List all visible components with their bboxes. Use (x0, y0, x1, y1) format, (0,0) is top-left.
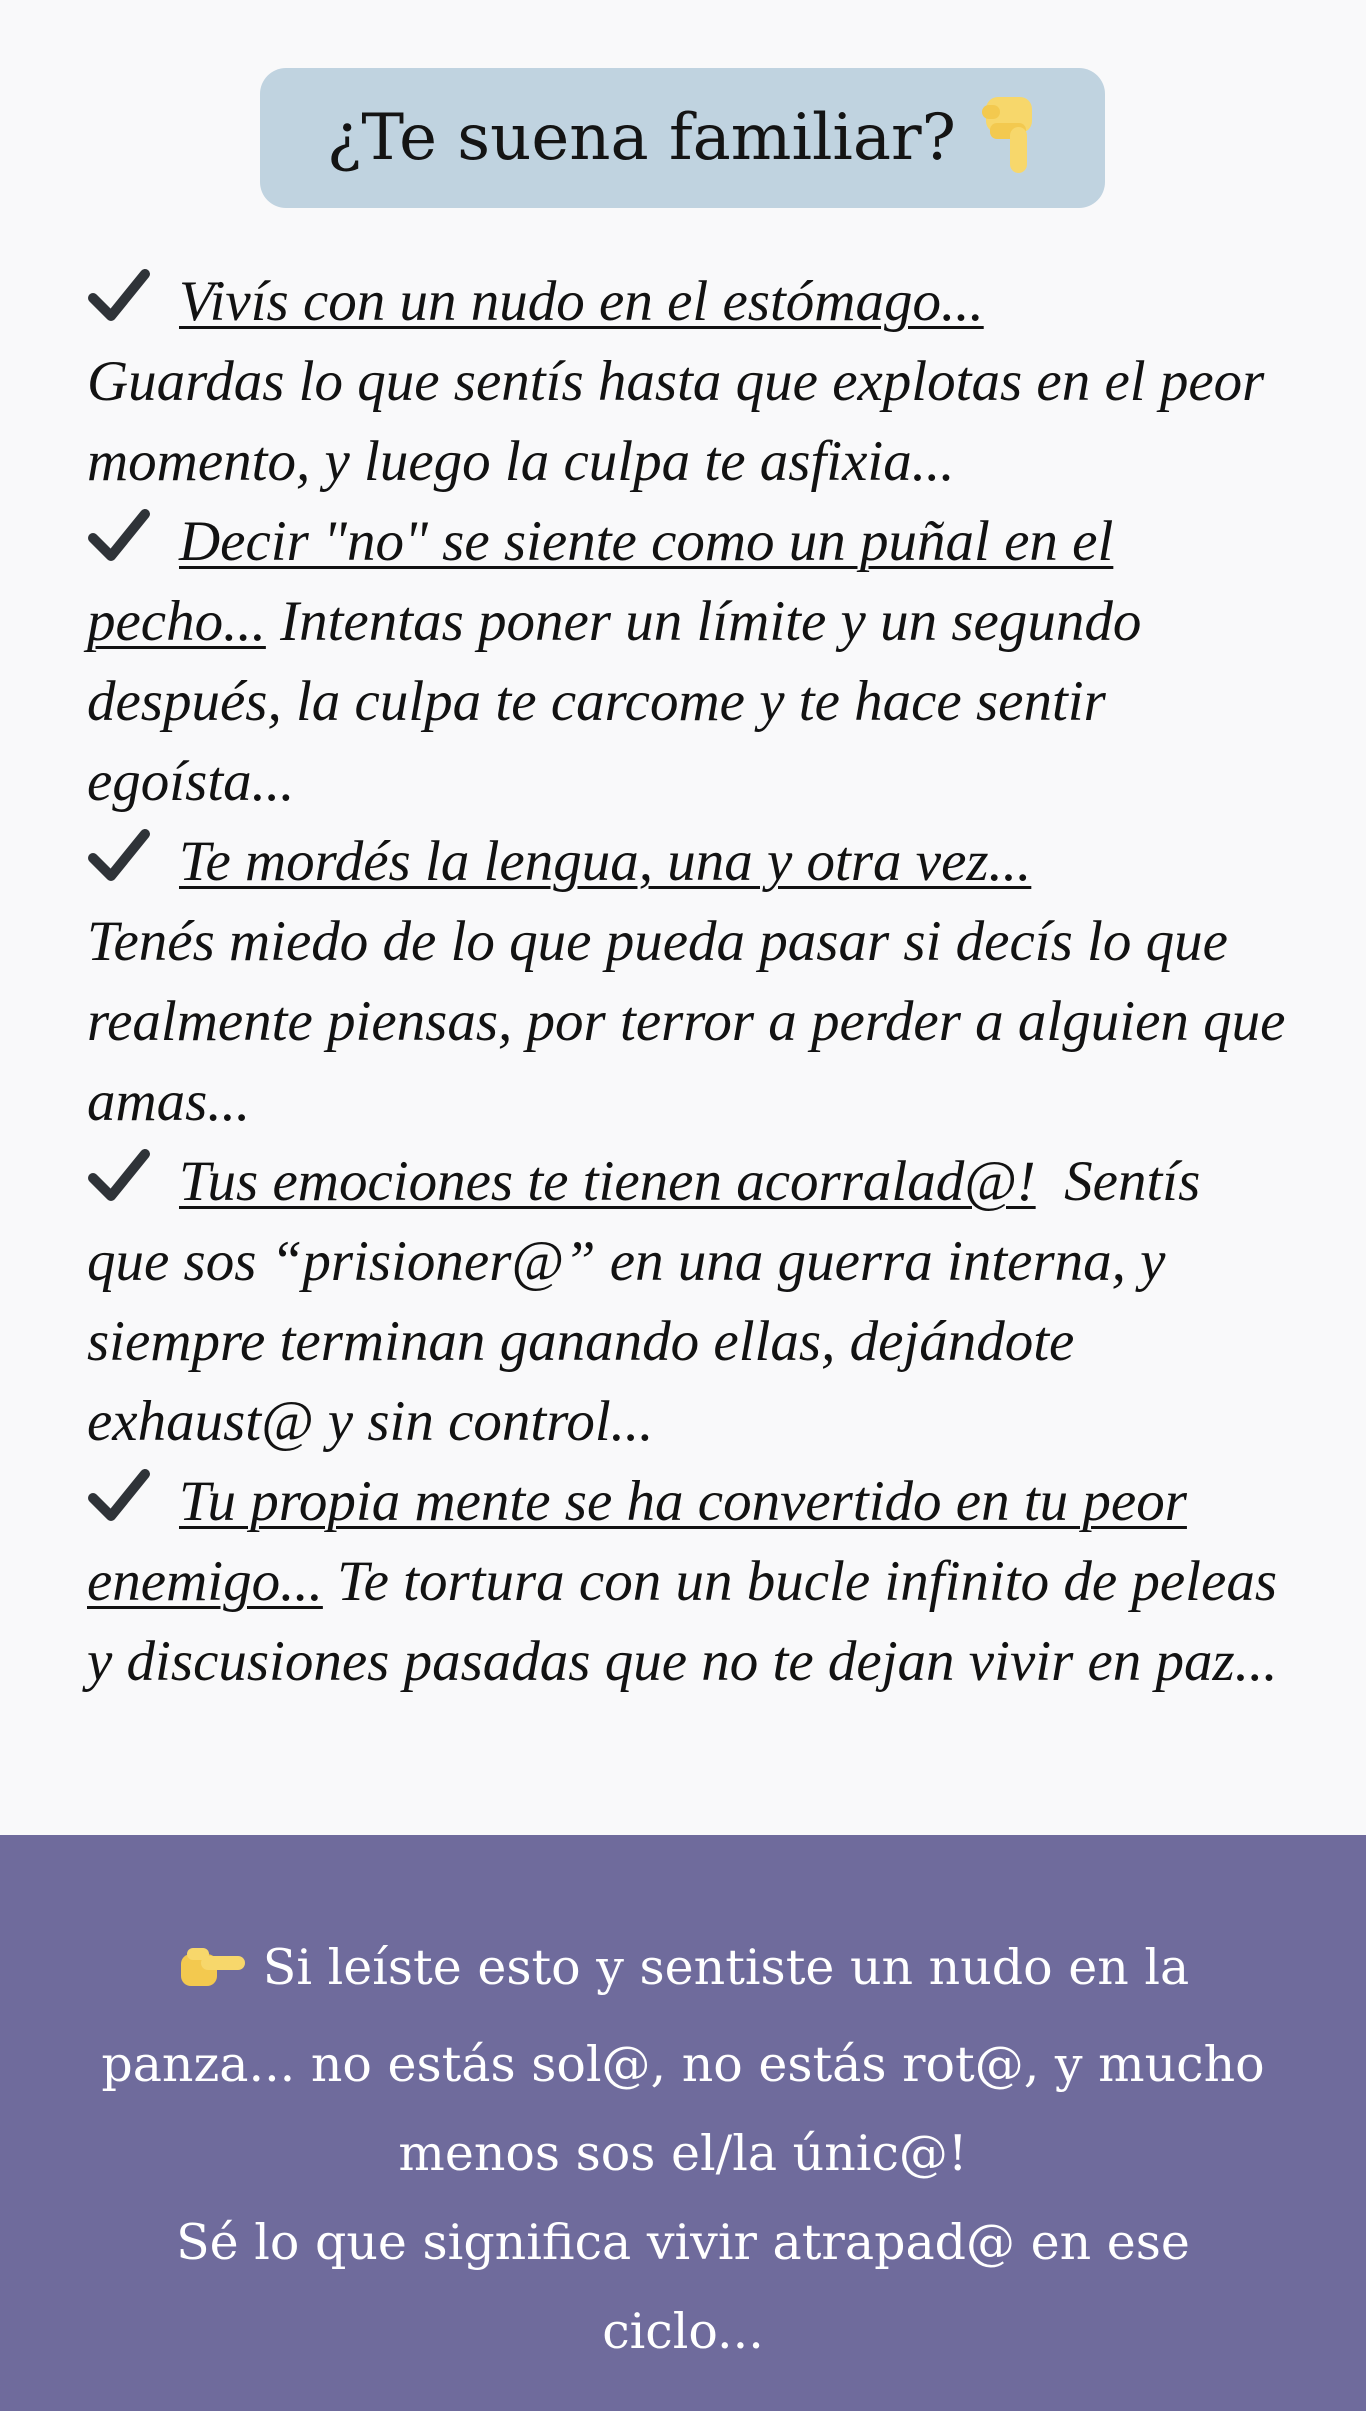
closing-paragraph-2: Sé lo que significa vivir atrapad@ en ese ciclo... (176, 2214, 1190, 2360)
check-icon (87, 506, 151, 566)
check-icon (87, 826, 151, 886)
item-headline: Tu propia mente se ha convertido en tu peor enemigo... (87, 1470, 1187, 1613)
list-item (87, 262, 1287, 502)
closing-panel (0, 1835, 1366, 2411)
list-item (87, 822, 1287, 1142)
item-headline: Vivís con un nudo en el estómago... (179, 270, 984, 333)
page-title: ¿Te suena familiar? (327, 101, 956, 175)
list-item (87, 502, 1287, 822)
closing-text (90, 1923, 1276, 2376)
item-headline: Te mordés la lengua, una y otra vez... (179, 830, 1032, 893)
item-body: Tenés miedo de lo que pueda pasar si decís lo que realmente piensas, por terror a perder a alguien que amas... (87, 910, 1286, 1133)
pointing-right-icon (177, 1931, 247, 2020)
check-icon (87, 1146, 151, 1206)
check-icon (87, 266, 151, 326)
list-item (87, 1462, 1287, 1702)
item-body: Sentís que sos “prisioner@” en una guerra interna, y siempre terminan ganando ellas, dejándote exhaust@ y sin control... (87, 1150, 1201, 1453)
list-item (87, 1142, 1287, 1462)
check-icon (87, 1466, 151, 1526)
pointing-down-icon (980, 93, 1038, 184)
item-body: Guardas lo que sentís hasta que explotas en el peor momento, y luego la culpa te asfixia... (87, 350, 1265, 493)
closing-paragraph-1: Si leíste esto y sentiste un nudo en la panza... no estás sol@, no estás rot@, y mucho menos sos el/la únic@! (101, 1939, 1265, 2182)
item-headline: Decir "no" se siente como un puñal en el pecho... (87, 510, 1114, 653)
item-body: Te tortura con un bucle infinito de peleas y discusiones pasadas que no te dejan vivir en paz... (87, 1550, 1278, 1693)
item-body: Intentas poner un límite y un segundo después, la culpa te carcome y te hace sentir egoísta... (87, 590, 1142, 813)
item-headline: Tus emociones te tienen acorralad@! (179, 1150, 1036, 1213)
title-banner (260, 68, 1105, 208)
checklist (87, 262, 1287, 1702)
